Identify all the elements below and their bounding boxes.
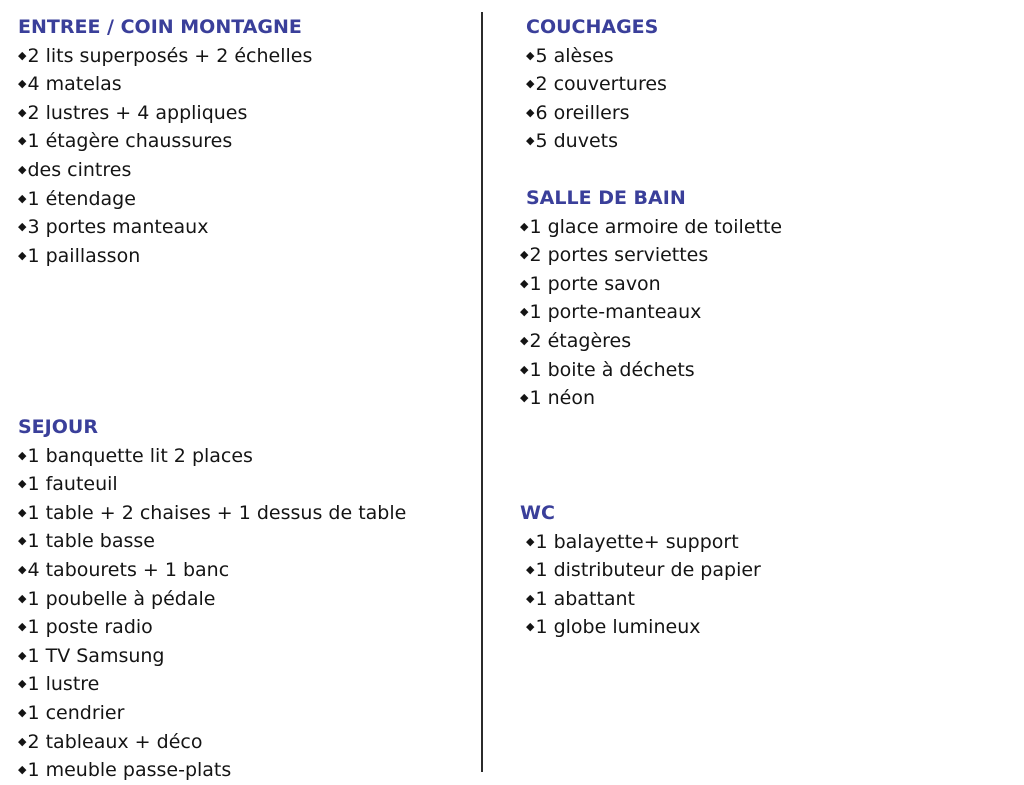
list-item [526, 556, 761, 585]
list-item [18, 728, 406, 757]
list-item [520, 356, 782, 385]
item-text: 2 tableaux + déco [27, 730, 203, 753]
bullet-icon: ◆ [18, 220, 27, 234]
bullet-icon: ◆ [18, 505, 27, 519]
bullet-icon: ◆ [18, 105, 27, 119]
list-item [18, 499, 406, 528]
bullet-icon: ◆ [18, 591, 27, 605]
list-item [18, 242, 312, 271]
list-item [526, 127, 667, 156]
item-text: 4 matelas [27, 73, 122, 96]
bullet-icon: ◆ [526, 105, 535, 119]
bullet-icon: ◆ [520, 362, 529, 376]
item-text: 1 balayette+ support [535, 530, 739, 553]
section-wc [520, 499, 761, 642]
item-text: 1 boite à déchets [529, 358, 695, 381]
bullet-icon: ◆ [526, 563, 535, 577]
item-text: 6 oreillers [535, 101, 630, 124]
item-list-wc [520, 528, 761, 642]
bullet-icon: ◆ [18, 134, 27, 148]
list-item [520, 213, 782, 242]
item-text: 1 lustre [27, 673, 100, 696]
item-text: 5 duvets [535, 130, 618, 153]
item-text: 1 étendage [27, 187, 136, 210]
section-heading-wc: WC [520, 502, 555, 524]
section-heading-salle-de-bain: SALLE DE BAIN [526, 187, 686, 209]
section-heading-sejour: SEJOUR [18, 416, 98, 438]
list-item [18, 442, 406, 471]
bullet-icon: ◆ [520, 391, 529, 405]
bullet-icon: ◆ [526, 77, 535, 91]
section-heading-entree: ENTREE / COIN MONTAGNE [18, 16, 302, 38]
bullet-icon: ◆ [520, 219, 529, 233]
bullet-icon: ◆ [18, 620, 27, 634]
item-text: 1 poste radio [27, 616, 153, 639]
item-text: 1 étagère chaussures [27, 130, 233, 153]
list-item [18, 756, 406, 785]
list-item [526, 585, 761, 614]
item-text: 1 fauteuil [27, 473, 118, 496]
bullet-icon: ◆ [18, 448, 27, 462]
item-list-salle-de-bain [520, 213, 782, 413]
bullet-icon: ◆ [18, 705, 27, 719]
item-list-couchages [526, 42, 667, 156]
bullet-icon: ◆ [18, 763, 27, 777]
item-text: 1 glace armoire de toilette [529, 215, 783, 238]
bullet-icon: ◆ [520, 276, 529, 290]
list-item [526, 42, 667, 71]
bullet-icon: ◆ [18, 48, 27, 62]
item-text: 4 tabourets + 1 banc [27, 558, 230, 581]
bullet-icon: ◆ [18, 562, 27, 576]
list-item [18, 613, 406, 642]
list-item [526, 70, 667, 99]
list-item [520, 241, 782, 270]
item-text: 2 lustres + 4 appliques [27, 101, 248, 124]
section-sejour [18, 413, 406, 785]
item-text: 1 meuble passe-plats [27, 759, 232, 782]
list-item [520, 384, 782, 413]
section-heading-couchages: COUCHAGES [526, 16, 659, 38]
list-item [18, 556, 406, 585]
bullet-icon: ◆ [526, 134, 535, 148]
item-list-sejour [18, 442, 406, 785]
bullet-icon: ◆ [18, 248, 27, 262]
column-divider [481, 12, 483, 772]
item-text: 2 portes serviettes [529, 244, 709, 267]
list-item [18, 70, 312, 99]
list-item [18, 470, 406, 499]
list-item [526, 99, 667, 128]
list-item [526, 528, 761, 557]
bullet-icon: ◆ [526, 591, 535, 605]
list-item [18, 527, 406, 556]
section-salle-de-bain [520, 184, 783, 413]
item-text: 1 table basse [27, 530, 155, 553]
item-text: 2 lits superposés + 2 échelles [27, 44, 313, 67]
list-item [18, 127, 312, 156]
item-text: 1 distributeur de papier [535, 559, 761, 582]
item-text: 1 globe lumineux [535, 616, 701, 639]
bullet-icon: ◆ [18, 477, 27, 491]
list-item [18, 156, 312, 185]
item-text: des cintres [27, 158, 132, 181]
list-item [18, 670, 406, 699]
list-item [18, 699, 406, 728]
list-item [520, 298, 782, 327]
list-item [18, 185, 312, 214]
item-text: 1 cendrier [27, 701, 125, 724]
list-item [18, 99, 312, 128]
item-text: 1 néon [529, 387, 595, 410]
item-text: 2 étagères [529, 329, 632, 352]
bullet-icon: ◆ [520, 333, 529, 347]
bullet-icon: ◆ [18, 648, 27, 662]
item-text: 1 banquette lit 2 places [27, 444, 253, 467]
bullet-icon: ◆ [18, 534, 27, 548]
item-text: 1 porte-manteaux [529, 301, 702, 324]
bullet-icon: ◆ [18, 162, 27, 176]
bullet-icon: ◆ [18, 77, 27, 91]
bullet-icon: ◆ [526, 48, 535, 62]
item-text: 1 TV Samsung [27, 644, 165, 667]
list-item [520, 270, 782, 299]
bullet-icon: ◆ [526, 620, 535, 634]
list-item [18, 213, 312, 242]
item-text: 1 paillasson [27, 244, 141, 267]
list-item [18, 585, 406, 614]
item-text: 1 abattant [535, 587, 635, 610]
bullet-icon: ◆ [520, 305, 529, 319]
bullet-icon: ◆ [526, 534, 535, 548]
list-item [18, 42, 312, 71]
section-couchages [526, 13, 667, 156]
list-item [520, 327, 782, 356]
bullet-icon: ◆ [18, 677, 27, 691]
item-text: 3 portes manteaux [27, 216, 209, 239]
section-entree [18, 13, 312, 270]
item-text: 2 couvertures [535, 73, 667, 96]
bullet-icon: ◆ [18, 191, 27, 205]
item-list-entree [18, 42, 312, 271]
list-item [526, 613, 761, 642]
item-text: 1 poubelle à pédale [27, 587, 216, 610]
item-text: 1 porte savon [529, 272, 661, 295]
bullet-icon: ◆ [520, 248, 529, 262]
list-item [18, 642, 406, 671]
bullet-icon: ◆ [18, 734, 27, 748]
item-text: 1 table + 2 chaises + 1 dessus de table [27, 501, 407, 524]
item-text: 5 alèses [535, 44, 614, 67]
